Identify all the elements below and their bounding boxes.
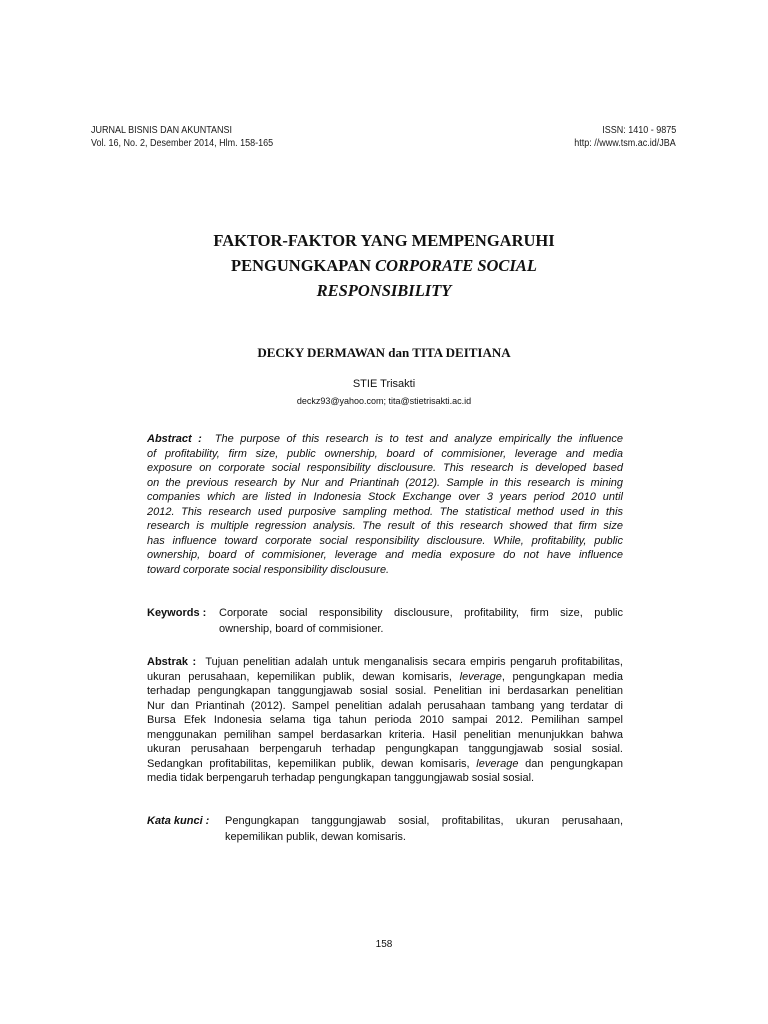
abstract-line: of profitability, firm size, public ownership, board of commisioner, leverage and media	[147, 447, 623, 460]
abstrak-line: terhadap pengungkapan tanggungjawab sosial sosial. Penelitian ini berdasarkan penelitian	[147, 685, 623, 697]
title-line-2	[0, 253, 768, 278]
abstrak-indonesian	[147, 655, 623, 786]
abstract-line-text: The purpose of this research is to test and analyze empirically the influence	[214, 433, 623, 445]
keywords-line-1: Corporate social responsibility disclousure, profitability, firm size, public	[219, 607, 623, 619]
abstrak-italic-term: leverage	[459, 670, 502, 683]
title-line-2-prefix: PENGUNGKAPAN	[231, 256, 376, 275]
abstrak-line-text: Tujuan penelitian adalah untuk menganalisis secara empiris pengaruh profitabilitas,	[205, 656, 623, 668]
abstrak-line-text: ukuran perusahaan, kepemilikan publik, dewan komisaris,	[147, 670, 452, 683]
keywords-line-2: ownership, board of commisioner.	[219, 623, 384, 635]
abstract-line	[147, 432, 623, 447]
abstract-line: has influence toward corporate social responsibility disclousure. While, profitability, public	[147, 534, 623, 547]
kata-kunci-label: Kata kunci :	[147, 815, 210, 827]
abstrak-line-text: dan pengungkapan	[525, 757, 623, 770]
kata-kunci-row	[147, 813, 623, 829]
abstrak-line	[147, 757, 623, 772]
title-line-1: FAKTOR-FAKTOR YANG MEMPENGARUHI	[213, 231, 555, 250]
kata-kunci-line-1: Pengungkapan tanggungjawab sosial, profitabilitas, ukuran perusahaan,	[225, 815, 623, 827]
volume-info: Vol. 16, No. 2, Desember 2014, Hlm. 158-165	[91, 138, 274, 149]
abstrak-line	[147, 655, 623, 670]
abstrak-italic-term: leverage	[476, 757, 519, 770]
abstrak-line: Nur dan Priantinah (2012). Sampel penelitian adalah perusahaan tambang yang terdatar di	[147, 699, 623, 712]
issn: ISSN: 1410 - 9875	[601, 125, 676, 136]
keywords-english	[147, 605, 623, 637]
journal-name: JURNAL BISNIS DAN AKUNTANSI	[91, 125, 233, 136]
authors: DECKY DERMAWAN dan TITA DEITIANA	[257, 345, 511, 360]
abstrak-line: Bursa Efek Indonesia selama tiga tahun perioda 2010 sampai 2012. Pemilihan sampel	[147, 714, 623, 726]
abstract-line: research is multiple regression analysis. The result of this research showed that firm size	[147, 520, 623, 532]
author-emails[interactable]: deckz93@yahoo.com; tita@stietrisakti.ac.id	[296, 396, 472, 406]
paper-title	[0, 228, 768, 303]
abstrak-line-text: Sedangkan profitabilitas, kepemilikan publik, dewan komisaris,	[147, 757, 470, 770]
abstract-line: 2012. This research used purposive sampling method. The statistical method used in this	[147, 505, 623, 518]
abstract-line: toward corporate social responsibility disclousure.	[147, 563, 390, 576]
abstrak-line: media tidak berpengaruh terhadap pengungkapan tanggungjawab sosial sosial.	[147, 772, 535, 784]
abstrak-label: Abstrak :	[147, 656, 197, 668]
abstract-line: exposure on corporate social responsibility disclousure. This research is developed based	[147, 462, 623, 474]
title-line-2-italic: CORPORATE SOCIAL	[375, 256, 537, 275]
abstract-line: companies which are listed in Indonesia Stock Exchange over 3 years period 2010 until	[147, 491, 623, 503]
journal-url[interactable]: http: //www.tsm.ac.id/JBA	[574, 138, 676, 149]
title-line-3	[0, 278, 768, 303]
abstract-label: Abstract :	[147, 433, 202, 445]
kata-kunci	[147, 813, 623, 845]
abstrak-line: menggunakan pemilihan sampel berdasarkan kriteria. Hasil penelitian menunjukkan bahwa	[147, 728, 623, 741]
abstrak-line-text: , pengungkapan media	[501, 670, 623, 683]
abstract-english	[147, 432, 623, 577]
keywords-row	[147, 605, 623, 621]
abstract-line: ownership, board of commisioner, leverage and media exposure do not have influence	[147, 549, 623, 561]
keywords-label: Keywords :	[147, 607, 207, 619]
abstract-line: on the previous research by Nur and Priantinah (2012). Sample in this research is mining	[147, 476, 623, 489]
abstrak-line: ukuran perusahaan berpengaruh terhadap pengungkapan tanggungjawab sosial sosial.	[147, 743, 623, 755]
title-line-3-italic: RESPONSIBILITY	[316, 281, 452, 300]
kata-kunci-line-2: kepemilikan publik, dewan komisaris.	[225, 831, 406, 843]
affiliation: STIE Trisakti	[352, 378, 416, 390]
page-number: 158	[375, 939, 393, 950]
abstrak-line	[147, 670, 623, 685]
